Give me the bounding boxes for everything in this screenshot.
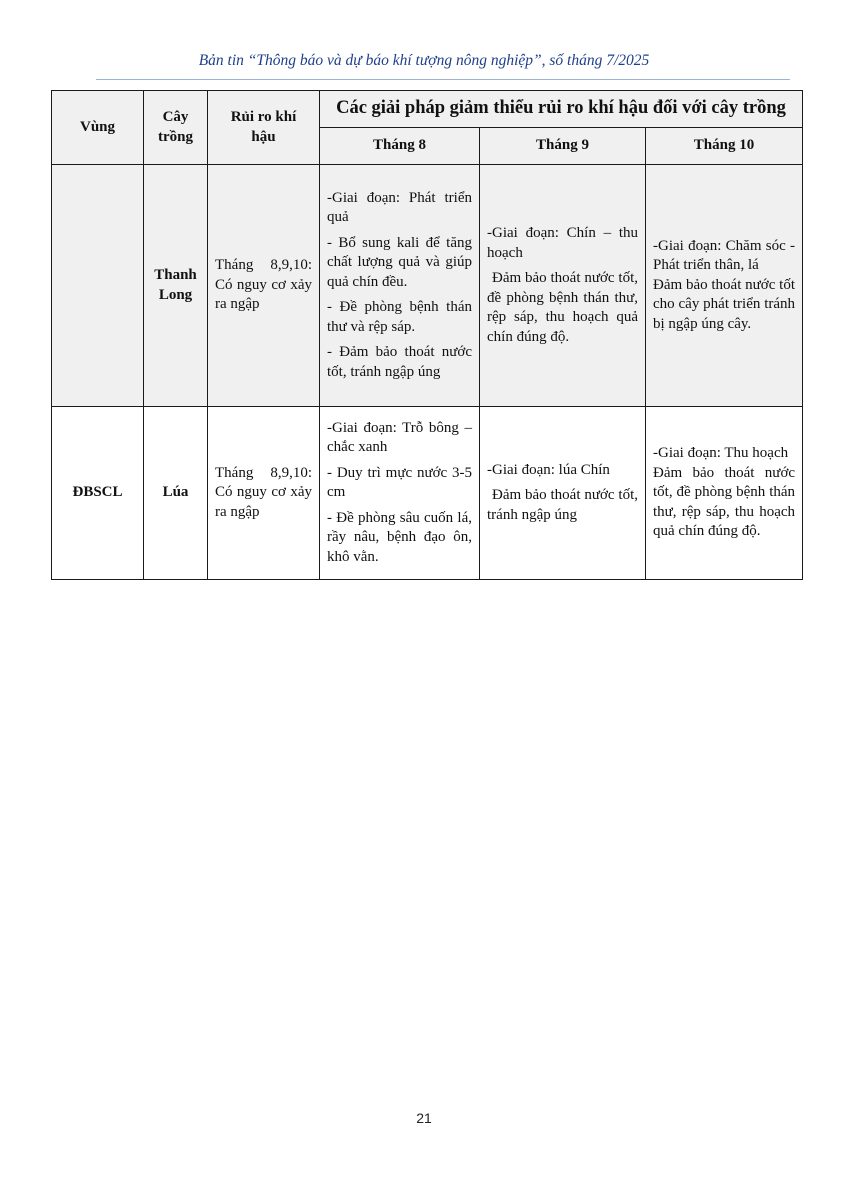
measure-text: Đảm bảo thoát nước tốt, tránh ngập úng [487,487,638,523]
risk-cell [208,407,320,580]
measure-text: - Duy trì mực nước 3-5 cm [327,464,472,501]
crop-cell: Thanh Long [144,165,208,407]
measure-text: Đảm bảo thoát nước tốt, đề phòng bệnh thán thư, rệp sáp, thu hoạch quả chín đúng độ. [487,270,638,345]
stage-text: -Giai đoạn: Phát triển quả [327,189,472,226]
header-solutions: Các giải pháp giảm thiểu rủi ro khí hậu đối với cây trồng [320,91,803,128]
measure-text: - Đảm bảo thoát nước tốt, tránh ngập úng [327,344,472,380]
header-month-8: Tháng 8 [320,128,480,165]
header-divider [96,79,790,80]
stage-text: -Giai đoạn: Trỗ bông – chắc xanh [327,419,472,456]
header-risk: Rủi ro khí hậu [208,91,320,165]
measure-text: - Đề phòng sâu cuốn lá, rầy nâu, bệnh đạo ôn, khô vằn. [327,509,472,565]
crop-cell: Lúa [144,407,208,580]
measure-text: Đảm bảo thoát nước tốt, đề phòng bệnh thán thư, rệp sáp, thu hoạch quả chín đúng độ. [653,464,796,540]
month-8-cell [320,407,480,580]
stage-text: -Giai đoạn: Thu hoạch [653,445,789,462]
table-row [52,407,803,580]
region-cell: ĐBSCL [52,407,144,580]
table-row [52,165,803,407]
risk-text: Tháng 8,9,10: Có nguy cơ xảy ra ngập [215,464,312,520]
region-cell [52,165,144,407]
stage-text: -Giai đoạn: Chăm sóc - Phát triển thân, lá [653,237,796,274]
month-8-cell [320,165,480,407]
header-crop: Cây trồng [144,91,208,165]
stage-text: -Giai đoạn: Chín – thu hoạch [487,225,638,261]
climate-risk-table [51,90,803,580]
header-month-10: Tháng 10 [646,128,803,165]
stage-text: -Giai đoạn: lúa Chín [487,461,610,478]
page-number: 21 [416,1110,432,1126]
risk-cell [208,165,320,407]
bulletin-title: Bản tin “Thông báo và dự báo khí tượng nông nghiệp”, số tháng 7/2025 [198,52,650,69]
risk-text: Tháng 8,9,10: Có nguy cơ xảy ra ngập [215,257,312,313]
header-month-9: Tháng 9 [480,128,646,165]
header-region: Vùng [52,91,144,165]
measure-text: Đảm bảo thoát nước tốt cho cây phát triển tránh bị ngập úng cây. [653,276,796,332]
measure-text: - Đề phòng bệnh thán thư và rệp sáp. [327,299,472,335]
month-10-cell [646,165,803,407]
month-10-cell [646,407,803,580]
month-9-cell [480,165,646,407]
measure-text: - Bổ sung kali để tăng chất lượng quả và giúp quả chín đều. [327,234,472,290]
month-9-cell [480,407,646,580]
